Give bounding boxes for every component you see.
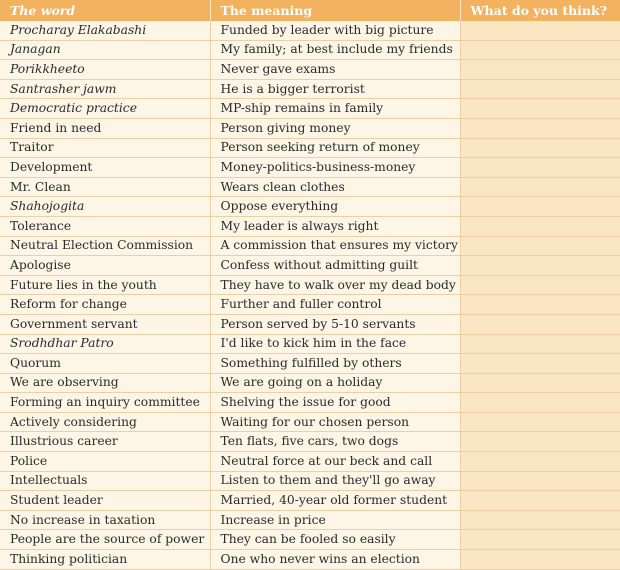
meaning-cell: Waiting for our chosen person — [210, 412, 460, 432]
table-row — [0, 393, 620, 413]
meaning-cell: A commission that ensures my victory — [210, 236, 460, 256]
word-cell: Santrasher jawm — [0, 79, 210, 99]
word-cell: Student leader — [0, 491, 210, 511]
word-cell: Janagan — [0, 40, 210, 60]
word-cell: Intellectuals — [0, 471, 210, 491]
table-row — [0, 177, 620, 197]
meaning-cell: Shelving the issue for good — [210, 393, 460, 413]
think-cell — [460, 177, 620, 197]
word-cell: Mr. Clean — [0, 177, 210, 197]
meaning-cell: We are going on a holiday — [210, 373, 460, 393]
table-row — [0, 471, 620, 491]
meaning-cell: One who never wins an election — [210, 550, 460, 570]
think-cell — [460, 197, 620, 217]
table-row — [0, 510, 620, 530]
word-cell: Procharay Elakabashi — [0, 21, 210, 40]
think-cell — [460, 99, 620, 119]
table-row — [0, 334, 620, 354]
meaning-cell: Confess without admitting guilt — [210, 256, 460, 276]
think-cell — [460, 158, 620, 178]
think-cell — [460, 40, 620, 60]
table-row — [0, 118, 620, 138]
word-cell: Neutral Election Commission — [0, 236, 210, 256]
table-row — [0, 99, 620, 119]
meaning-cell: Ten flats, five cars, two dogs — [210, 432, 460, 452]
table-row — [0, 216, 620, 236]
think-cell — [460, 138, 620, 158]
word-cell: Friend in need — [0, 118, 210, 138]
table-row — [0, 550, 620, 570]
word-cell: Traitor — [0, 138, 210, 158]
column-header-word: The word — [0, 0, 210, 21]
table-row — [0, 40, 620, 60]
meaning-cell: Funded by leader with big picture — [210, 21, 460, 40]
think-cell — [460, 510, 620, 530]
meaning-cell: Money-politics-business-money — [210, 158, 460, 178]
think-cell — [460, 21, 620, 40]
table-row — [0, 530, 620, 550]
think-cell — [460, 432, 620, 452]
column-header-meaning: The meaning — [210, 0, 460, 21]
word-cell: People are the source of power — [0, 530, 210, 550]
meaning-cell: Person seeking return of money — [210, 138, 460, 158]
table-row — [0, 158, 620, 178]
word-cell: Quorum — [0, 354, 210, 374]
think-cell — [460, 236, 620, 256]
column-header-think: What do you think? — [460, 0, 620, 21]
meaning-cell: I'd like to kick him in the face — [210, 334, 460, 354]
table-row — [0, 79, 620, 99]
word-cell: Reform for change — [0, 295, 210, 315]
meaning-cell: Further and fuller control — [210, 295, 460, 315]
think-cell — [460, 275, 620, 295]
think-cell — [460, 412, 620, 432]
meaning-cell: Increase in price — [210, 510, 460, 530]
think-cell — [460, 373, 620, 393]
think-cell — [460, 60, 620, 80]
think-cell — [460, 295, 620, 315]
word-cell: Tolerance — [0, 216, 210, 236]
word-cell: Forming an inquiry committee — [0, 393, 210, 413]
word-cell: Democratic practice — [0, 99, 210, 119]
word-cell: Apologise — [0, 256, 210, 276]
table-body — [0, 21, 620, 569]
word-cell: We are observing — [0, 373, 210, 393]
meaning-cell: Wears clean clothes — [210, 177, 460, 197]
meaning-cell: MP-ship remains in family — [210, 99, 460, 119]
meaning-cell: Oppose everything — [210, 197, 460, 217]
think-cell — [460, 393, 620, 413]
meaning-cell: They can be fooled so easily — [210, 530, 460, 550]
think-cell — [460, 256, 620, 276]
table-row — [0, 60, 620, 80]
table-row — [0, 314, 620, 334]
word-cell: Porikkheeto — [0, 60, 210, 80]
meaning-cell: He is a bigger terrorist — [210, 79, 460, 99]
word-cell: Srodhdhar Patro — [0, 334, 210, 354]
table-row — [0, 138, 620, 158]
word-cell: Police — [0, 452, 210, 472]
meaning-cell: Person served by 5-10 servants — [210, 314, 460, 334]
word-cell: No increase in taxation — [0, 510, 210, 530]
meaning-cell: Person giving money — [210, 118, 460, 138]
meaning-cell: Neutral force at our beck and call — [210, 452, 460, 472]
think-cell — [460, 471, 620, 491]
table-row — [0, 432, 620, 452]
table-row — [0, 21, 620, 40]
think-cell — [460, 491, 620, 511]
table-row — [0, 373, 620, 393]
think-cell — [460, 216, 620, 236]
think-cell — [460, 79, 620, 99]
meaning-cell: They have to walk over my dead body — [210, 275, 460, 295]
meaning-cell: Something fulfilled by others — [210, 354, 460, 374]
meaning-cell: My family; at best include my friends — [210, 40, 460, 60]
table-row — [0, 197, 620, 217]
think-cell — [460, 314, 620, 334]
meaning-cell: Married, 40-year old former student — [210, 491, 460, 511]
word-cell: Future lies in the youth — [0, 275, 210, 295]
think-cell — [460, 334, 620, 354]
word-cell: Illustrious career — [0, 432, 210, 452]
think-cell — [460, 354, 620, 374]
word-cell: Development — [0, 158, 210, 178]
think-cell — [460, 452, 620, 472]
meaning-cell: My leader is always right — [210, 216, 460, 236]
table-row — [0, 452, 620, 472]
think-cell — [460, 118, 620, 138]
think-cell — [460, 550, 620, 570]
meaning-cell: Never gave exams — [210, 60, 460, 80]
table-row — [0, 275, 620, 295]
table-row — [0, 354, 620, 374]
table-row — [0, 236, 620, 256]
word-cell: Government servant — [0, 314, 210, 334]
meaning-cell: Listen to them and they'll go away — [210, 471, 460, 491]
table-row — [0, 491, 620, 511]
think-cell — [460, 530, 620, 550]
header-row — [0, 0, 620, 21]
word-cell: Thinking politician — [0, 550, 210, 570]
word-cell: Actively considering — [0, 412, 210, 432]
word-cell: Shahojogita — [0, 197, 210, 217]
table-row — [0, 412, 620, 432]
table-row — [0, 256, 620, 276]
table-row — [0, 295, 620, 315]
